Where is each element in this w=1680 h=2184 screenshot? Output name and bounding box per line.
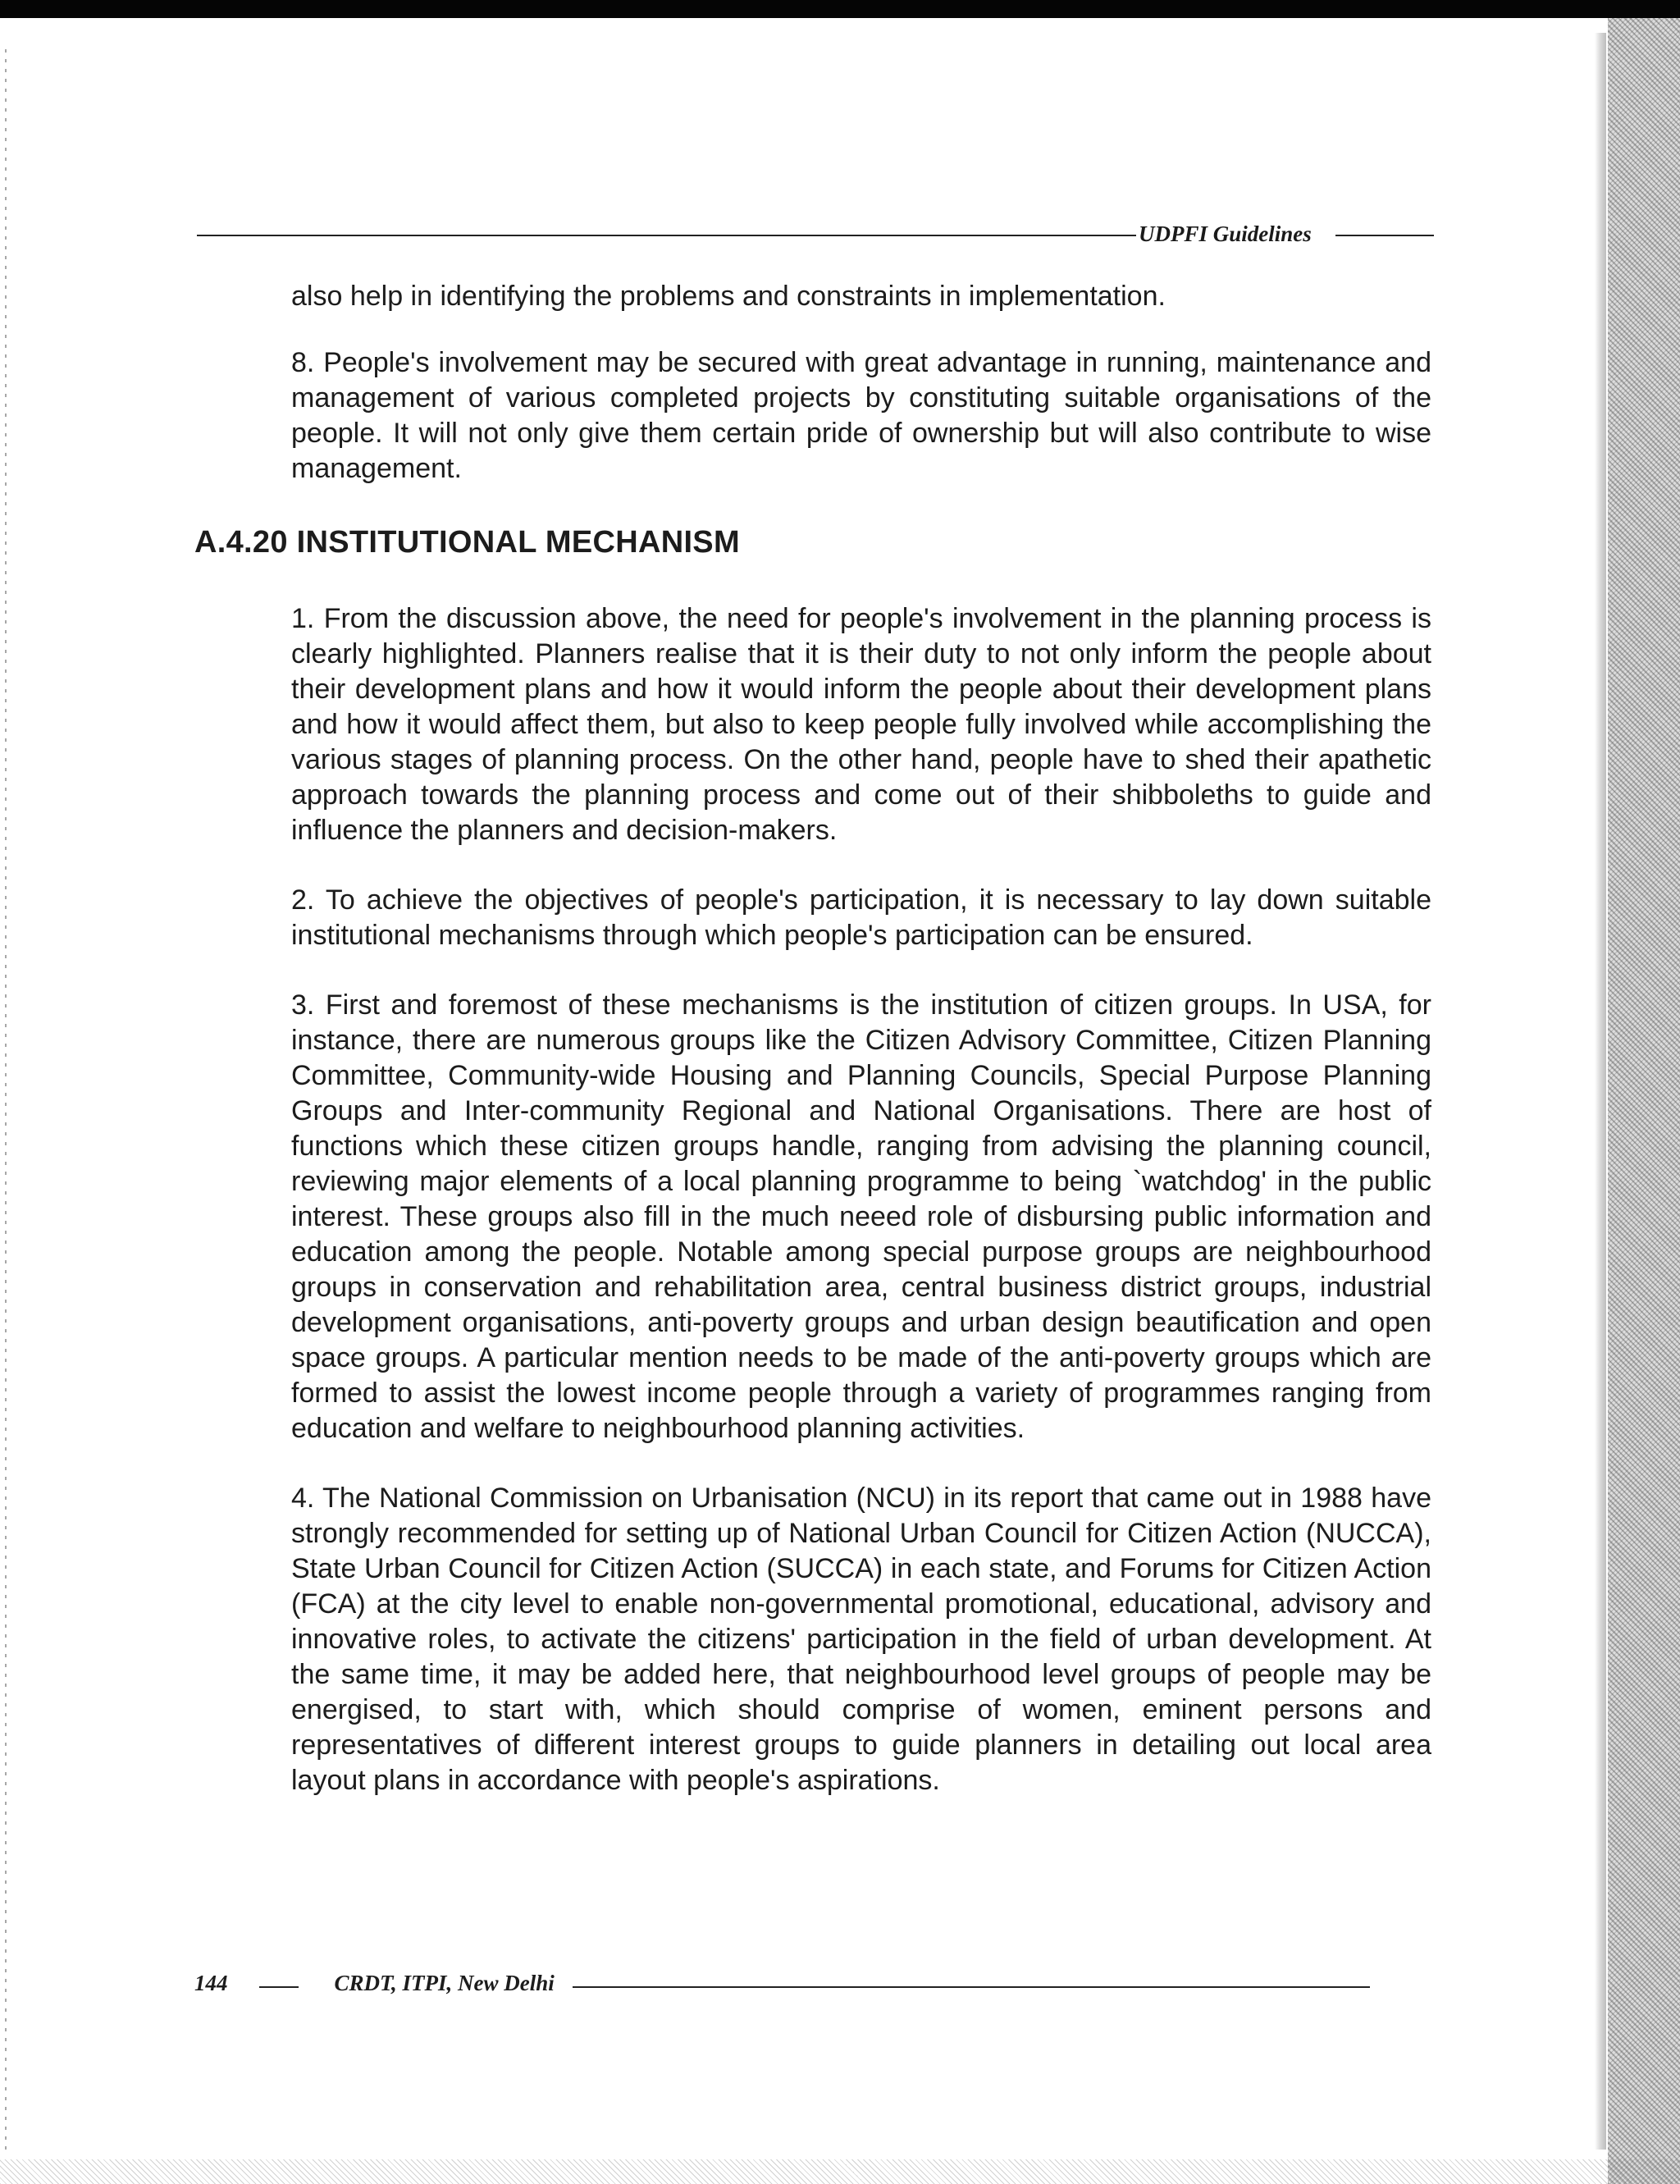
intro-text <box>291 279 1431 521</box>
section-paragraph-3: 3. First and foremost of these mechanisms is the institution of citizen groups. In USA, for instance, there are numerous groups like the Citizen Advisory Committee, Citizen Planning Committee, Community-wide Housing and Planning Councils, Special Purpose Planning Groups and Inter-community Regional and National Organisations. There are host of functions which these citizen groups handle, ranging from advising the planning council, reviewing major elements of a local planning programme to being `watchdog' in the public interest. These groups also fill in the much neeed role of disbursing public information and education among the people. Notable among special purpose groups are neighbourhood groups in conservation and rehabilitation area, central business district groups, industrial development organisations, anti-poverty groups and urban design beautification and open space groups. A particular mention needs to be made of the anti-poverty groups which are formed to assist the lowest income people through a variety of programmes ranging from education and welfare to neighbourhood planning activities. <box>291 989 1431 1444</box>
footer-rule <box>573 1986 1370 1988</box>
section-body <box>291 601 1431 1833</box>
scan-bottom-edge <box>0 2159 1680 2184</box>
footer-dash <box>259 1986 299 1988</box>
footer-source: CRDT, ITPI, New Delhi <box>334 1971 555 1995</box>
section-paragraph-1: 1. From the discussion above, the need for people's involvement in the planning process is clearly highlighted. Planners realise that it is their duty to not only inform the people about their development plans and how it would inform the people about their development plans and how it would affect them, but also to keep people fully involved while accomplishing the various stages of planning process. On the other hand, people have to shed their apathetic approach towards the planning process and come out of their shibboleths to guide and influence the planners and decision-makers. <box>291 603 1431 846</box>
scan-right-edge <box>1608 18 1680 2184</box>
header-rule-right <box>1335 235 1434 236</box>
page-number: 144 <box>194 1971 228 1995</box>
page-fold-shadow <box>1595 33 1606 2150</box>
intro-paragraph-continuation: also help in identifying the problems and constraints in implementation. <box>291 281 1166 312</box>
section-paragraph-4: 4. The National Commission on Urbanisation (NCU) in its report that came out in 1988 have strongly recommended for setting up of National Urban Council for Citizen Action (NUCCA), State Urban Council for Citizen Action (SUCCA) in each state, and Forums for Citizen Action (FCA) at the city level to enable non-governmental promotional, educational, advisory and innovative roles, to activate the citizens' participation in the field of urban development. At the same time, it may be added here, that neighbourhood level groups of people may be energised, to start with, which should comprise of women, eminent persons and representatives of different interest groups to guide planners in detailing out local area layout plans in accordance with people's aspirations. <box>291 1483 1431 1796</box>
paragraph-8: 8. People's involvement may be secured with great advantage in running, maintenance and management of various completed projects by constituting suitable organisations of the people. It will not only give them certain pride of ownership but will also contribute to wise management. <box>291 347 1431 484</box>
page-footer <box>194 1971 555 1996</box>
header-rule <box>197 235 1136 236</box>
running-header: UDPFI Guidelines <box>1139 222 1312 246</box>
section-heading: A.4.20 INSTITUTIONAL MECHANISM <box>194 525 740 560</box>
scan-top-border <box>0 0 1680 18</box>
scan-left-edge <box>5 49 7 2150</box>
section-paragraph-2: 2. To achieve the objectives of people's participation, it is necessary to lay down suitable institutional mechanisms through which people's participation can be ensured. <box>291 884 1431 951</box>
